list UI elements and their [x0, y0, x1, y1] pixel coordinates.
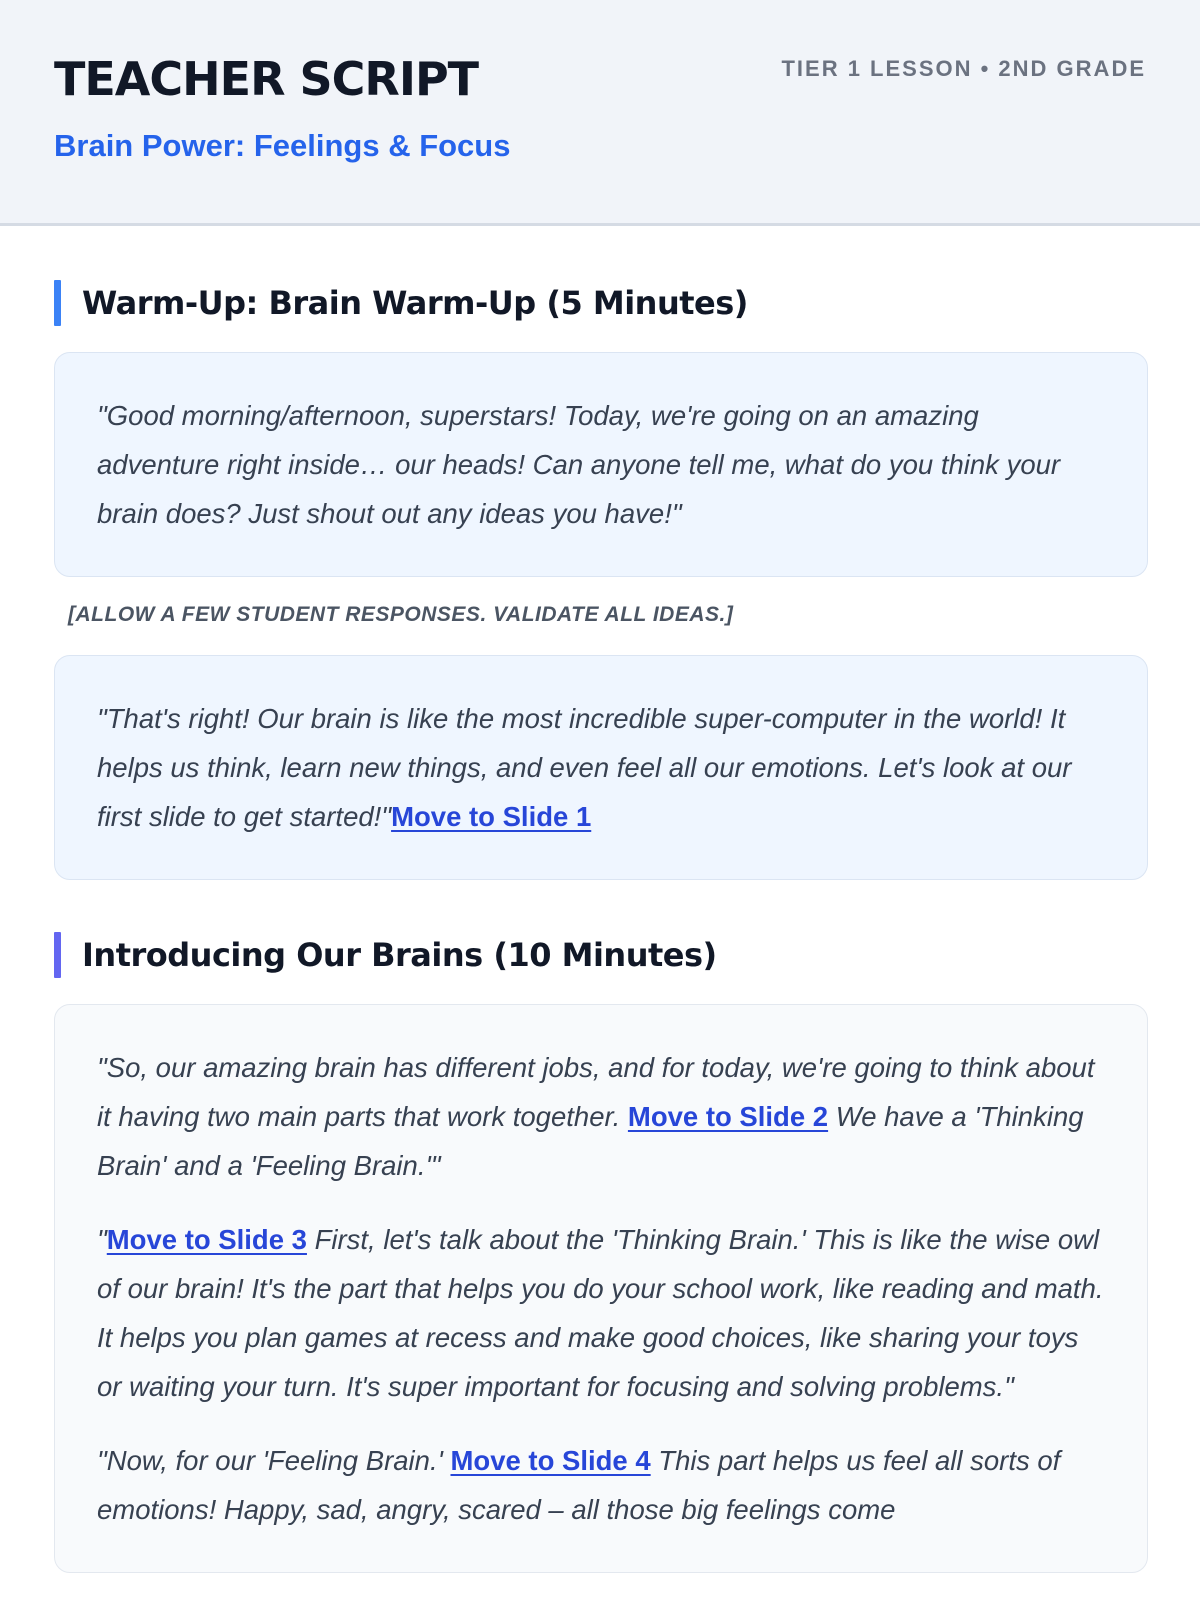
script-paragraph-1	[97, 1043, 1105, 1190]
section-title-intro: Introducing Our Brains (10 Minutes)	[82, 936, 717, 974]
script-text: "Good morning/afternoon, superstars! Today, we're going on an amazing adventure right inside… our heads! Can anyone tell me, what do you think your brain does? Just shout out any ideas you have!"	[97, 400, 1061, 529]
script-text-segment: "Now, for our 'Feeling Brain.'	[97, 1445, 451, 1476]
script-text-segment: First, let's talk about the 'Thinking Brain.' This is like the wise owl of our brain! It's the part that helps you do your school work, like reading and math. It helps you plan games at recess and make good choices, like sharing your toys or waiting your turn. It's super important for focusing and solving problems."	[97, 1224, 1104, 1402]
page-header	[0, 0, 1200, 226]
slide-4-link[interactable]: Move to Slide 4	[450, 1445, 651, 1476]
section-title-warmup: Warm-Up: Brain Warm-Up (5 Minutes)	[82, 284, 748, 322]
slide-3-link[interactable]: Move to Slide 3	[106, 1224, 307, 1255]
section-heading-warmup	[54, 280, 1148, 326]
section-accent-bar	[54, 280, 61, 326]
script-text-segment: "That's right! Our brain is like the most incredible super-computer in the world! It helps us think, learn new things, and even feel all our emotions. Let's look at our first slide to get started!"	[97, 703, 1072, 832]
script-text-segment: This part helps us feel all sorts of emotions! Happy, sad, angry, scared – all those big feelings come	[97, 1445, 1061, 1525]
stage-direction: [ALLOW A FEW STUDENT RESPONSES. VALIDATE ALL IDEAS.]	[68, 603, 734, 626]
script-card-warmup-2	[54, 655, 1148, 880]
script-content	[0, 226, 1200, 1573]
script-paragraph-2	[97, 1215, 1105, 1411]
page-title: TEACHER SCRIPT	[54, 52, 479, 106]
section-accent-bar	[54, 932, 61, 978]
script-card-warmup-1	[54, 352, 1148, 577]
slide-2-link[interactable]: Move to Slide 2	[627, 1101, 829, 1132]
script-card-intro	[54, 1004, 1148, 1573]
script-text	[97, 694, 1105, 841]
section-heading-intro	[54, 932, 1148, 978]
lesson-info-label: TIER 1 LESSON • 2ND GRADE	[781, 56, 1146, 81]
lesson-subtitle: Brain Power: Feelings & Focus	[54, 128, 511, 163]
slide-1-link[interactable]: Move to Slide 1	[391, 801, 592, 832]
script-text-segment: "	[97, 1224, 107, 1255]
script-text-segment: We have a 'Thinking Brain' and a 'Feeling Brain.'"	[97, 1101, 1084, 1181]
script-text-segment: "So, our amazing brain has different jobs, and for today, we're going to think about it having two main parts that work together.	[97, 1052, 1095, 1132]
script-paragraph-3	[97, 1436, 1105, 1534]
